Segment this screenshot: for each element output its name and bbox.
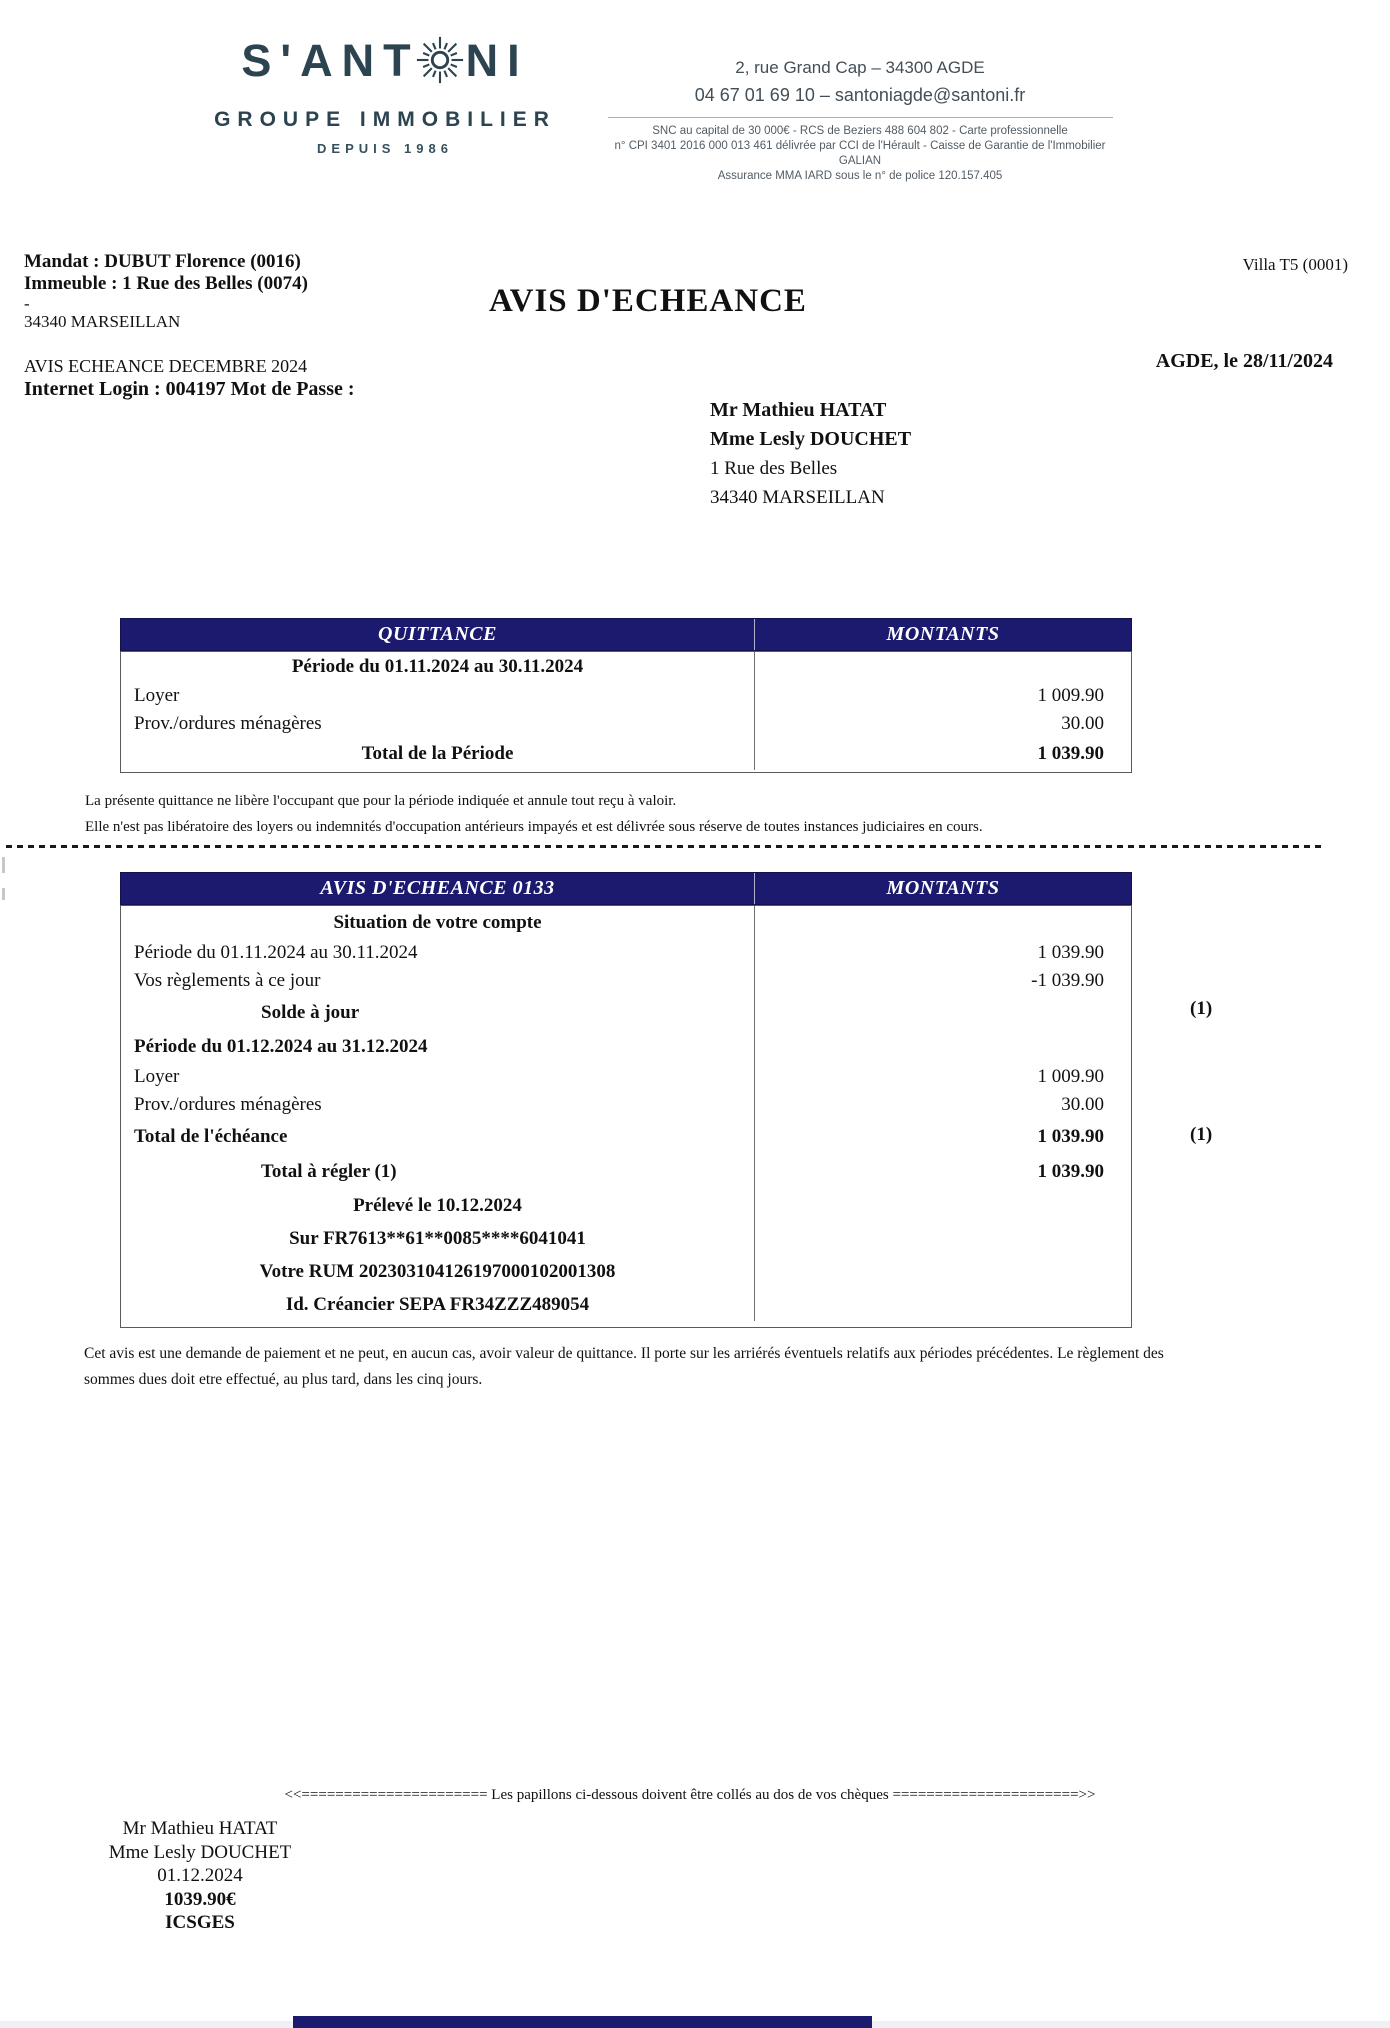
row-label: Total de la Période (361, 743, 514, 764)
agency-address: 2, rue Grand Cap – 34300 AGDE (735, 58, 985, 77)
row-amount: 30.00 (754, 710, 1131, 738)
dashed-separator (6, 845, 1324, 848)
row-amount (754, 1222, 1131, 1255)
row-label: Sur FR7613**61**0085****6041041 (289, 1227, 586, 1249)
quittance-table (120, 618, 1132, 773)
quittance-table-header (120, 618, 1132, 651)
table-row (121, 1288, 1131, 1321)
scan-edge-mark (2, 888, 5, 900)
agency-logo (163, 34, 607, 156)
montants-header-label: MONTANTS (754, 873, 1131, 904)
table-row (121, 682, 1131, 710)
table-row (121, 939, 1131, 967)
page-title: AVIS D'ECHEANCE (489, 283, 807, 319)
row-amount: -1 039.90 (754, 967, 1131, 995)
quittance-note-1: La présente quittance ne libère l'occupant que pour la période indiquée et annule tout reçu à valoir. (85, 793, 677, 809)
table-row (121, 995, 1131, 1031)
row-amount (754, 1255, 1131, 1288)
footer-note-line-2: sommes dues doit etre effectué, au plus tard, dans les cinq jours. (84, 1371, 483, 1388)
stub-name-2: Mme Lesly DOUCHET (108, 1841, 292, 1863)
logo-text-right: NI (465, 34, 529, 86)
addressee-name-1: Mr Mathieu HATAT (710, 399, 887, 421)
row-label: Période du 01.11.2024 au 30.11.2024 (291, 656, 584, 677)
table-row (121, 1189, 1131, 1222)
table-row (121, 738, 1131, 770)
row-label: Total de l'échéance (134, 1126, 288, 1147)
mandat-line: Mandat : DUBUT Florence (0016) (24, 251, 301, 272)
table-row (121, 1091, 1131, 1119)
stub-amount: 1039.90€ (164, 1888, 236, 1910)
cutoff-stub-table-header (293, 2016, 872, 2028)
row-label: Vos règlements à ce jour (134, 970, 321, 991)
row-amount (754, 1031, 1131, 1063)
legal-line-2: n° CPI 3401 2016 000 013 461 délivrée par CCI de l'Hérault - Caisse de Garantie de l'Immobilier GALIAN (614, 140, 1106, 167)
papillons-instruction-line: <<====================== Les papillons ci-dessous doivent être collés au dos de vos chèques ======================>> (284, 1787, 1096, 1803)
addressee-block (710, 396, 911, 512)
table-row (121, 1222, 1131, 1255)
row-label: Période du 01.12.2024 au 31.12.2024 (134, 1036, 428, 1057)
table-row (121, 967, 1131, 995)
row-label: Situation de votre compte (333, 911, 542, 933)
row-amount: 1 039.90 (754, 738, 1131, 770)
table-row (121, 710, 1131, 738)
stub-name-1: Mr Mathieu HATAT (122, 1818, 278, 1839)
footnote-marker-2: (1) (1190, 1124, 1213, 1145)
internet-login-line: Internet Login : 004197 Mot de Passe : (24, 378, 355, 400)
sun-burst-icon (414, 34, 466, 86)
row-amount (754, 995, 1131, 1031)
echeance-table (120, 872, 1132, 1328)
legal-line-3: Assurance MMA IARD sous le n° de police 120.157.405 (717, 170, 1003, 182)
echeance-table-header (120, 872, 1132, 905)
echeance-header-label: AVIS D'ECHEANCE 0133 (320, 877, 555, 899)
quittance-note-2: Elle n'est pas libératoire des loyers ou indemnités d'occupation antérieurs impayés et est délivrée sous réserve de toutes instances judiciaires en cours. (85, 818, 983, 835)
row-amount: 1 009.90 (754, 1063, 1131, 1091)
addressee-street: 1 Rue des Belles (710, 458, 838, 479)
cheque-stub (75, 1817, 325, 1935)
scan-edge-mark (2, 857, 5, 873)
legal-line-1: SNC au capital de 30 000€ - RCS de Beziers 488 604 802 - Carte professionnelle (652, 125, 1068, 137)
row-label: Loyer (134, 1066, 180, 1087)
immeuble-line: Immeuble : 1 Rue des Belles (0074) (24, 273, 308, 294)
agency-contact-block (598, 58, 1122, 184)
row-amount: 1 039.90 (754, 1119, 1131, 1155)
row-amount: 1 039.90 (754, 939, 1131, 967)
row-amount (754, 906, 1131, 939)
row-label: Id. Créancier SEPA FR34ZZZ489054 (285, 1293, 590, 1315)
row-amount: 1 009.90 (754, 682, 1131, 710)
logo-tagline: DEPUIS 1986 (317, 141, 453, 156)
row-label: Solde à jour (261, 1002, 360, 1023)
header-divider (608, 117, 1113, 118)
place-and-date: AGDE, le 28/11/2024 (1155, 350, 1333, 372)
table-row (121, 652, 1131, 682)
logo-wordmark (163, 34, 607, 86)
footer-note-line-1: Cet avis est une demande de paiement et ne peut, en aucun cas, avoir valeur de quittance. Il porte sur les arriérés éventuels relatifs aux périodes précédentes. Le règlement des (84, 1345, 1164, 1362)
stub-code: ICSGES (165, 1912, 235, 1933)
row-label: Votre RUM 202303104126197000102001308 (259, 1260, 616, 1282)
quittance-notes (85, 789, 983, 840)
row-label: Loyer (134, 685, 180, 706)
row-amount (754, 1189, 1131, 1222)
addressee-name-2: Mme Lesly DOUCHET (710, 428, 912, 450)
unit-reference: Villa T5 (0001) (1242, 255, 1348, 274)
table-row (121, 1031, 1131, 1063)
stub-date: 01.12.2024 (157, 1865, 243, 1886)
row-label: Prov./ordures ménagères (134, 1094, 322, 1115)
table-row (121, 1155, 1131, 1189)
avis-month-line: AVIS ECHEANCE DECEMBRE 2024 (24, 356, 308, 376)
table-row (121, 1119, 1131, 1155)
row-label: Prélevé le 10.12.2024 (353, 1194, 522, 1216)
immeuble-city: 34340 MARSEILLAN (24, 312, 181, 331)
row-amount: 30.00 (754, 1091, 1131, 1119)
table-row (121, 1255, 1131, 1288)
row-amount (754, 652, 1131, 682)
row-amount: 1 039.90 (754, 1155, 1131, 1189)
avis-footer-note (84, 1341, 1376, 1393)
agency-phone-email: 04 67 01 69 10 – santoniagde@santoni.fr (694, 85, 1026, 105)
row-label: Période du 01.11.2024 au 30.11.2024 (134, 942, 418, 963)
montants-header-label: MONTANTS (754, 619, 1131, 650)
dash-line: - (24, 294, 30, 313)
logo-text-left: S'ANT (241, 34, 420, 86)
row-label: Total à régler (1) (261, 1161, 397, 1182)
row-label: Prov./ordures ménagères (134, 713, 322, 734)
table-row (121, 1063, 1131, 1091)
addressee-city: 34340 MARSEILLAN (710, 487, 885, 508)
footnote-marker-1: (1) (1190, 998, 1213, 1019)
row-amount (754, 1288, 1131, 1321)
logo-subtitle: GROUPE IMMOBILIER (214, 108, 556, 131)
quittance-header-label: QUITTANCE (378, 623, 497, 645)
table-row (121, 906, 1131, 939)
